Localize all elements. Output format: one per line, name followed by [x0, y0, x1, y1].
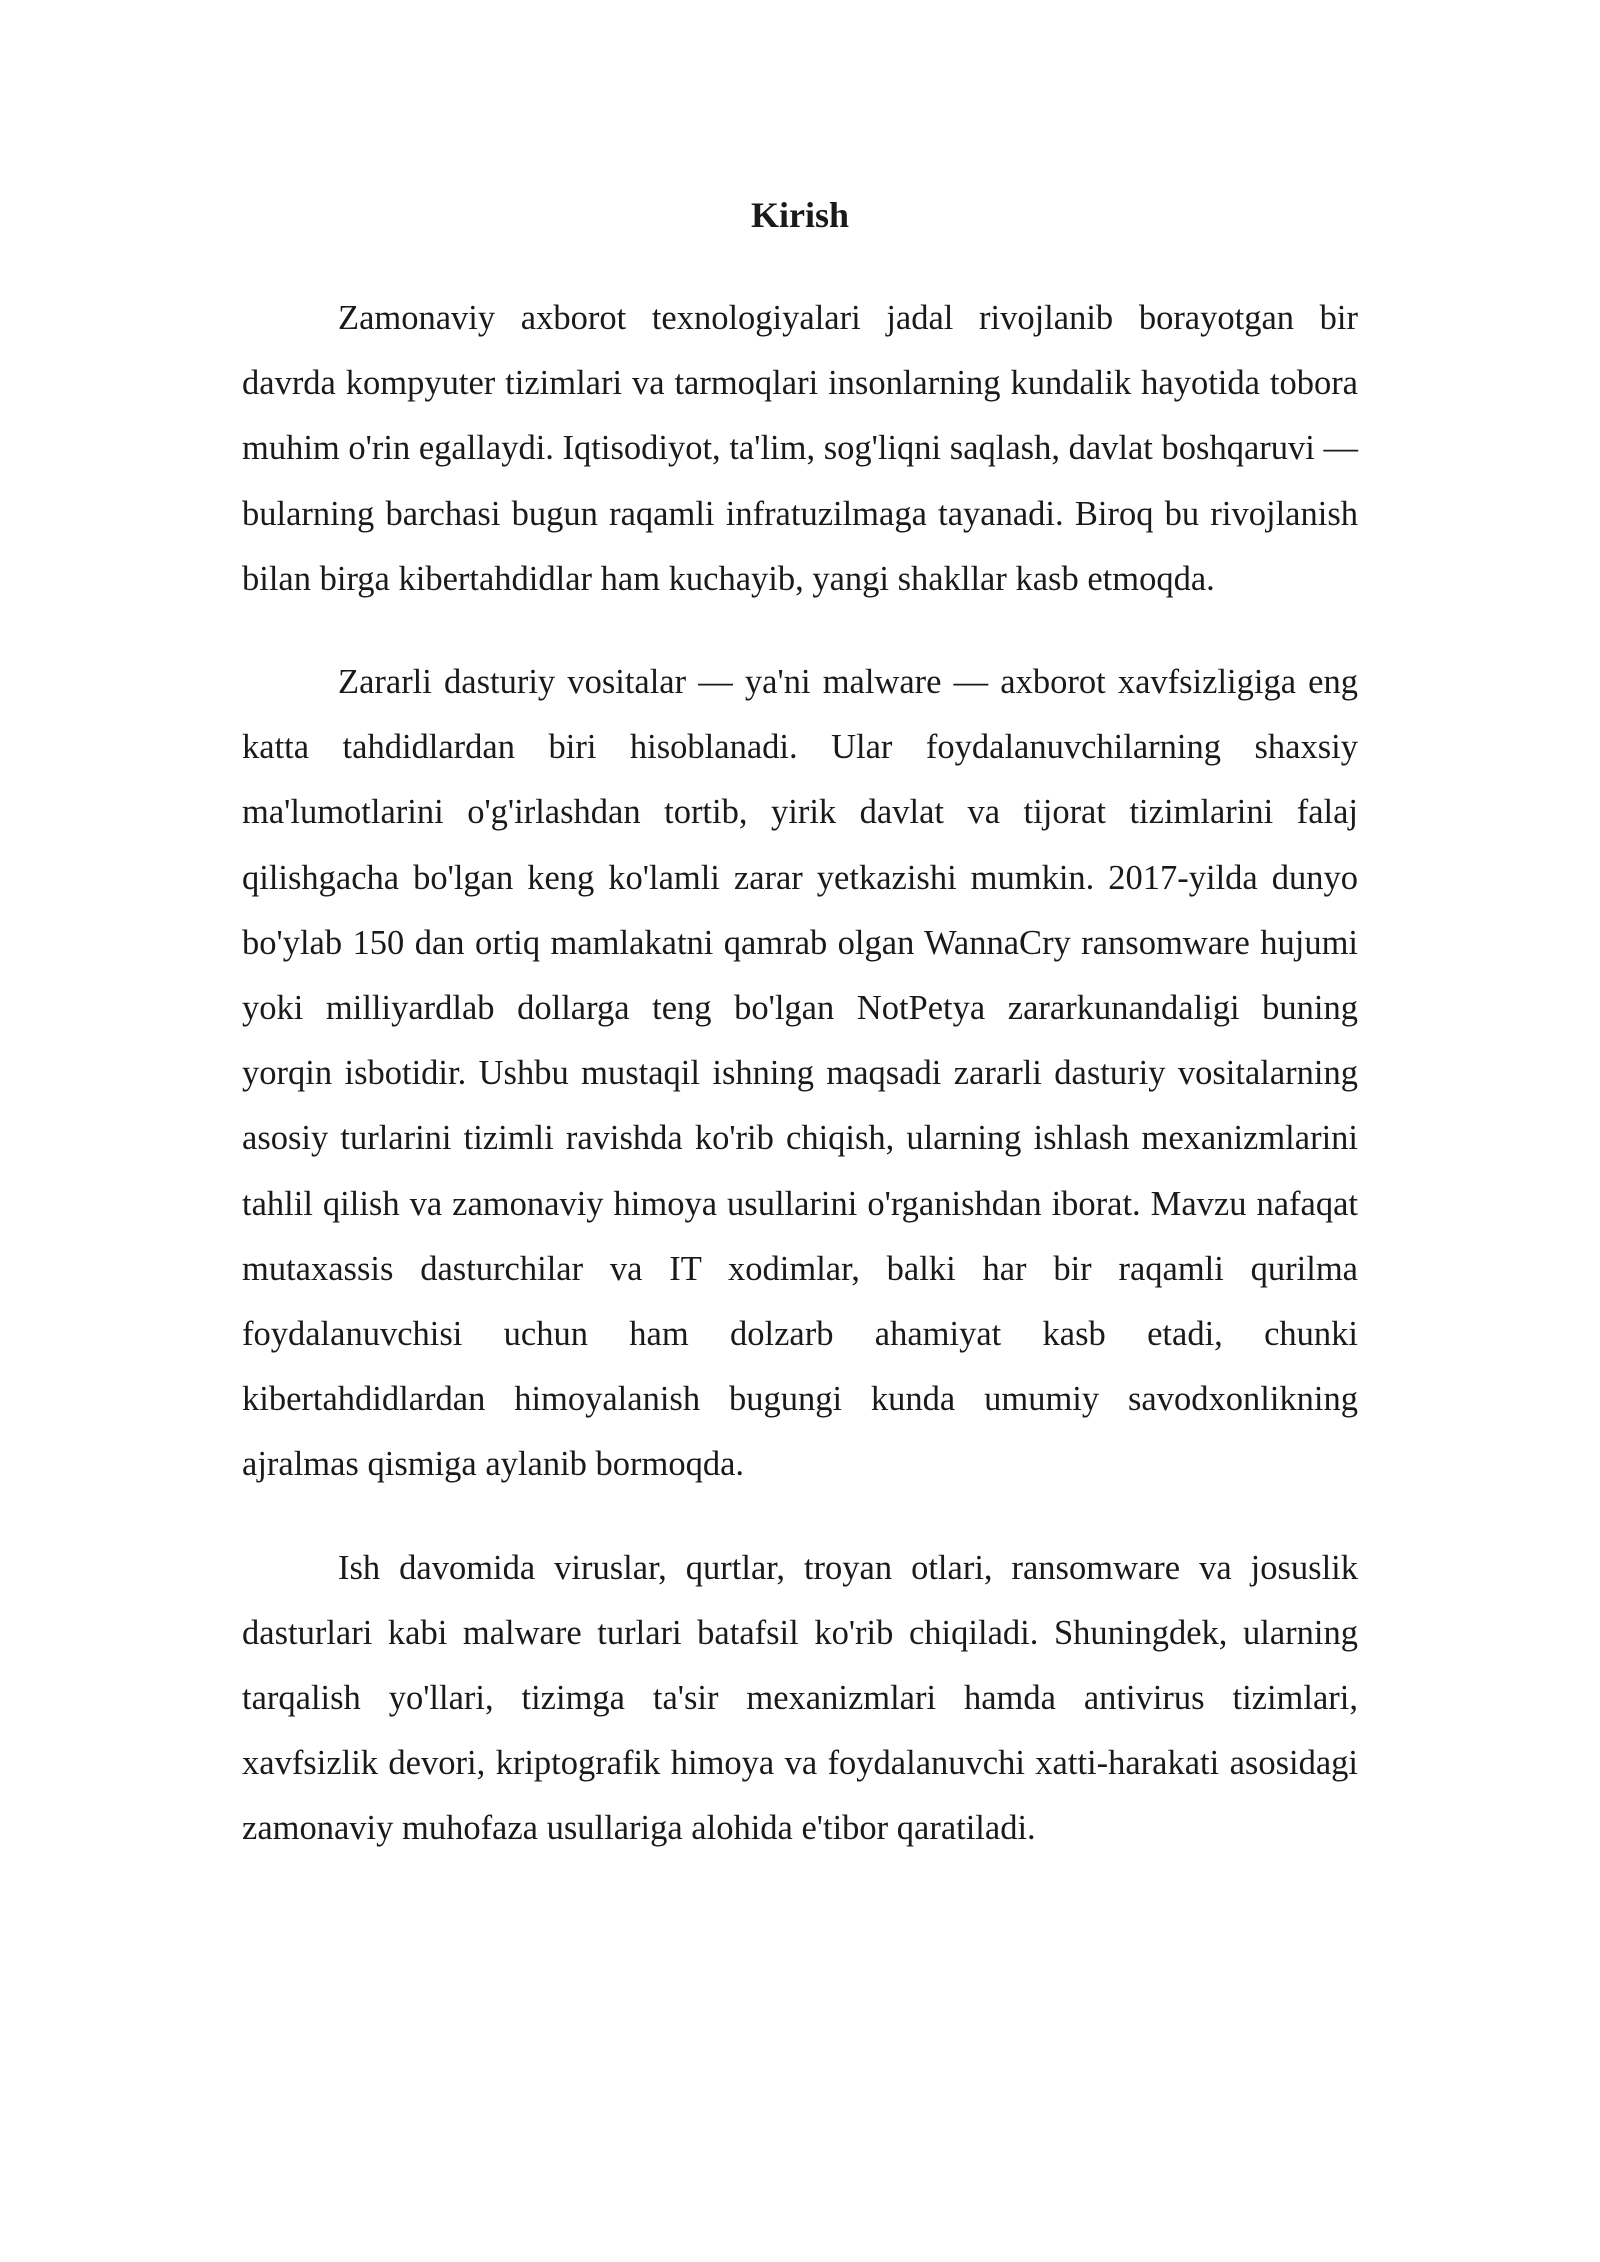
paragraph-scope: Ish davomida viruslar, qurtlar, troyan otlari, ransomware va josuslik dasturlari kabi malware turlari batafsil ko'rib chiqiladi. Shuningdek, ularning tarqalish yo'llari, tizimga ta'sir mexanizmlari hamda antivirus tizimlari, xavfsizlik devori, kriptografik himoya va foydalanuvchi xatti-harakati asosidagi zamonaviy muhofaza usullariga alohida e'tibor qaratiladi.	[242, 1548, 1358, 1848]
paragraph-malware-threat: Zararli dasturiy vositalar — ya'ni malware — axborot xavfsizligiga eng katta tahdidlardan biri hisoblanadi. Ular foydalanuvchilarning shaxsiy ma'lumotlarini o'g'irlashdan tortib, yirik davlat va tijorat tizimlarini falaj qilishgacha bo'lgan keng ko'lamli zarar yetkazishi mumkin. 2017-yilda dunyo bo'ylab 150 dan ortiq mamlakatni qamrab olgan WannaCry ransomware hujumi yoki milliyardlab dollarga teng bo'lgan NotPetya zararkunandaligi buning yorqin isbotidir. Ushbu mustaqil ishning maqsadi zararli dasturiy vositalarning asosiy turlarini tizimli ravishda ko'rib chiqish, ularning ishlash mexanizmlarini tahlil qilish va zamonaviy himoya usullarini o'rganishdan iborat. Mavzu nafaqat mutaxassis dasturchilar va IT xodimlar, balki har bir raqamli qurilma foydalanuvchisi uchun ham dolzarb ahamiyat kasb etadi, chunki kibertahdidlardan himoyalanish bugungi kunda umumiy savodxonlikning ajralmas qismiga aylanib bormoqda.	[242, 663, 1358, 1484]
paragraph-intro: Zamonaviy axborot texnologiyalari jadal rivojlanib borayotgan bir davrda kompyuter tizimlari va tarmoqlari insonlarning kundalik hayotida tobora muhim o'rin egallaydi. Iqtisodiyot, ta'lim, sog'liqni saqlash, davlat boshqaruvi — bularning barchasi bugun raqamli infratuzilmaga tayanadi. Biroq bu rivojlanish bilan birga kibertahdidlar ham kuchayib, yangi shakllar kasb etmoqda.	[242, 299, 1358, 598]
document-body	[242, 286, 1358, 1900]
document-title: Kirish	[750, 195, 849, 235]
